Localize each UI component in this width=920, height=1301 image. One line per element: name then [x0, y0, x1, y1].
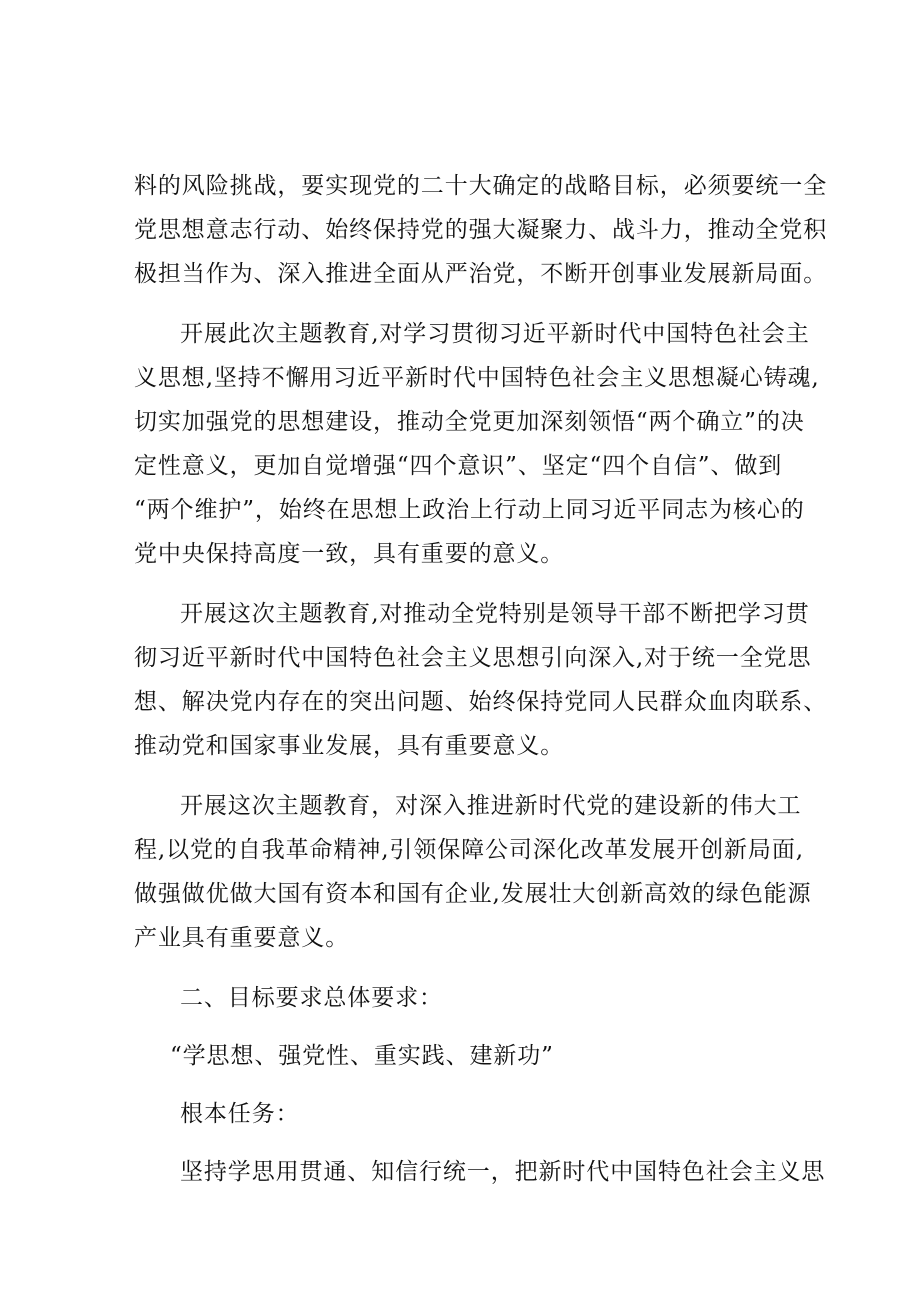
text-line: 料的风险挑战，要实现党的二十大确定的战略目标，必须要统一全: [134, 173, 828, 199]
text-line: 开展此次主题教育,对学习贯彻习近平新时代中国特色社会主: [180, 321, 810, 347]
slogan-line: “学思想、强党性、重实践、建新功”: [170, 1043, 554, 1069]
text-line: 做强做优做大国有资本和国有企业,发展壮大创新高效的绿色能源: [134, 881, 812, 907]
paragraph-theme-education-thought: [134, 312, 820, 576]
paragraph-fundamental-task: 坚持学思用贯通、知信行统一，把新时代中国特色社会主义思: [180, 1159, 826, 1185]
paragraph-risk-challenges: [134, 164, 828, 296]
text-line: 定性意义，更加自觉增强“四个意识”、坚定“四个自信”、做到: [134, 453, 783, 479]
text-line: 程,以党的自我革命精神,引领保障公司深化改革发展开创新局面,: [134, 837, 804, 863]
text-line: 开展这次主题教育,对推动全党特别是领导干部不断把学习贯: [180, 601, 810, 627]
text-line: “两个维护”，始终在思想上政治上行动上同习近平同志为核心的: [134, 497, 805, 523]
paragraph-theme-education-party-building: [134, 784, 812, 960]
text-line: 彻习近平新时代中国特色社会主义思想引向深入,对于统一全党思: [134, 645, 812, 671]
text-line: 党思想意志行动、始终保持党的强大凝聚力、战斗力，推动全党积: [134, 217, 828, 243]
subheading-fundamental-task: 根本任务：: [180, 1101, 300, 1127]
text-line: 党中央保持高度一致，具有重要的意义。: [134, 541, 565, 567]
document-body: [134, 164, 828, 1194]
text-line: 想、解决党内存在的突出问题、始终保持党同人民群众血肉联系、: [134, 689, 828, 715]
text-line: 推动党和国家事业发展，具有重要意义。: [134, 733, 565, 759]
text-line: 开展这次主题教育，对深入推进新时代党的建设新的伟大工: [180, 793, 802, 819]
text-line: 切实加强党的思想建设，推动全党更加深刻领悟“两个确立”的决: [134, 409, 805, 435]
text-line: 极担当作为、深入推进全面从严治党，不断开创事业发展新局面。: [134, 261, 828, 287]
text-line: 义思想,坚持不懈用习近平新时代中国特色社会主义思想凝心铸魂,: [134, 365, 820, 391]
paragraph-theme-education-cadres: [134, 592, 828, 768]
section-heading-goals: 二、目标要求总体要求：: [180, 985, 443, 1011]
text-line: 产业具有重要意义。: [134, 925, 350, 951]
